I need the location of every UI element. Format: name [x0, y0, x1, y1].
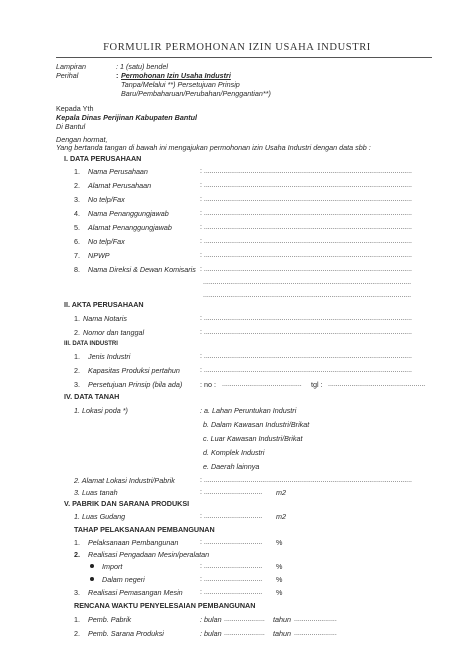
field-bulan-pabrik[interactable]: .....................	[224, 616, 265, 623]
tahap-heading: TAHAP PELAKSANAAN PEMBANGUNAN	[74, 525, 215, 534]
field-direksi-3[interactable]: ...........................................................................................................	[203, 292, 412, 299]
field-nomor-tanggal[interactable]: : ...........................................................................................................	[200, 329, 412, 336]
s1-item-label: No telp/Fax	[88, 237, 125, 246]
s1-item-label: Alamat Perusahaan	[88, 181, 152, 190]
s1-item-num: 8.	[74, 265, 80, 274]
section-3-heading: III. DATA INDUSTRI	[64, 341, 118, 347]
lokasi-option-d[interactable]: d. Komplek Industri	[203, 448, 265, 457]
field-nama-penanggungjawab[interactable]: : ...........................................................................................................	[200, 210, 412, 217]
s1-item-num: 2.	[74, 181, 80, 190]
rencana-item-label: Pemb. Pabrik	[88, 615, 132, 624]
luas-tanah-label: 3. Luas tanah	[74, 488, 118, 497]
tahap-item-num: 2.	[74, 550, 80, 559]
s1-item-label: No telp/Fax	[88, 195, 125, 204]
lokasi-option-b[interactable]: b. Dalam Kawasan Industri/Brikat	[203, 420, 310, 429]
field-nama-perusahaan[interactable]: : ...........................................................................................................	[200, 168, 412, 175]
lampiran-label: Lampiran	[56, 62, 86, 71]
rencana-item-label: Pemb. Sarana Produksi	[88, 629, 164, 638]
s1-item-label: Nama Direksi & Dewan Komisaris	[88, 265, 196, 274]
alamat-lokasi-label: 2. Alamat Lokasi Industri/Pabrik	[74, 476, 175, 485]
s3-item-label: Jenis Industri	[88, 352, 131, 361]
perihal-line2: Tanpa/Melalui **) Persetujuan Prinsip	[121, 80, 240, 89]
s1-item-num: 1.	[74, 167, 80, 176]
field-import[interactable]: : ..............................	[200, 563, 263, 570]
field-pelaksanaan[interactable]: : ..............................	[200, 539, 263, 546]
tahap-item-num: 1.	[74, 538, 80, 547]
tahap-item-num: 3.	[74, 588, 80, 597]
field-direksi-2[interactable]: ...........................................................................................................	[203, 279, 412, 286]
address-place: Di Bantul	[56, 122, 86, 131]
tahap-item-label: Realisasi Pengadaan Mesin/peralatan	[88, 550, 210, 559]
tahun-label: tahun	[273, 629, 291, 638]
s1-item-num: 7.	[74, 251, 80, 260]
bulan-label: : bulan	[200, 615, 222, 624]
s1-item-num: 4.	[74, 209, 80, 218]
field-npwp[interactable]: : ...........................................................................................................	[200, 252, 412, 259]
s3-item-label: Persetujuan Prinsip (bila ada)	[88, 380, 183, 389]
lokasi-option-c[interactable]: c. Luar Kawasan Industri/Brikat	[203, 434, 303, 443]
field-pemasangan[interactable]: : ..............................	[200, 589, 263, 596]
sub-item-import: Import	[102, 562, 123, 571]
lokasi-label: 1. Lokasi poda *)	[74, 406, 128, 415]
s1-item-label: Nama Penanggungjawab	[88, 209, 169, 218]
field-alamat-lokasi[interactable]: : ...........................................................................................................	[200, 477, 412, 484]
s1-item-num: 3.	[74, 195, 80, 204]
s2-item-label: Nama Notaris	[83, 314, 127, 323]
lokasi-option-e[interactable]: e. Daerah lainnya	[203, 462, 260, 471]
rencana-item-num: 1.	[74, 615, 80, 624]
field-bulan-sarana[interactable]: .....................	[224, 630, 265, 637]
percent-sign: %	[276, 562, 283, 571]
s1-item-label: NPWP	[88, 251, 110, 260]
sub-item-dalam-negeri: Dalam negeri	[102, 575, 145, 584]
s1-item-num: 5.	[74, 223, 80, 232]
rencana-item-num: 2.	[74, 629, 80, 638]
field-telp-penanggungjawab[interactable]: : ...........................................................................................................	[200, 238, 412, 245]
s1-item-label: Nama Perusahaan	[88, 167, 148, 176]
perihal-colon: :	[116, 71, 119, 80]
perihal-value: Permohonan Izin Usaha Industri	[121, 71, 231, 80]
field-alamat-perusahaan[interactable]: : ...........................................................................................................	[200, 182, 412, 189]
s1-item-label: Alamat Penanggungjawab	[88, 223, 172, 232]
section-5-heading: V. PABRIK DAN SARANA PRODUKSI	[64, 499, 190, 508]
s2-item-num: 2.	[74, 328, 80, 337]
bullet-icon	[90, 577, 94, 581]
persetujuan-no-label: : no :	[200, 380, 216, 389]
field-persetujuan-no[interactable]: .........................................	[222, 381, 302, 388]
percent-sign: %	[276, 538, 283, 547]
title-rule	[56, 57, 432, 58]
perihal-label: Perihal	[56, 71, 79, 80]
bullet-icon	[90, 564, 94, 568]
field-telp-perusahaan[interactable]: : ...........................................................................................................	[200, 196, 412, 203]
luas-tanah-unit: m2	[276, 488, 286, 497]
percent-sign: %	[276, 575, 283, 584]
rencana-heading: RENCANA WAKTU PENYELESAIAN PEMBANGUNAN	[74, 601, 256, 610]
field-nama-notaris[interactable]: : ...........................................................................................................	[200, 315, 412, 322]
perihal-line3: Baru/Pembaharuan/Perubahan/Penggantian**)	[121, 89, 271, 98]
persetujuan-tgl-label: tgl :	[311, 380, 323, 389]
percent-sign: %	[276, 588, 283, 597]
lokasi-option-a[interactable]: : a. Lahan Peruntukan Industri	[200, 406, 297, 415]
s3-item-label: Kapasitas Produksi pertahun	[88, 366, 180, 375]
tahap-item-label: Realisasi Pemasangan Mesin	[88, 588, 183, 597]
intro-sentence: Yang bertanda tangan di bawah ini mengajukan permohonan izin Usaha Industri dengan data sbb :	[56, 143, 371, 152]
luas-gudang-unit: m2	[276, 512, 286, 521]
field-alamat-penanggungjawab[interactable]: : ...........................................................................................................	[200, 224, 412, 231]
field-tahun-pabrik[interactable]: ......................	[294, 616, 337, 623]
address-recipient: Kepala Dinas Perijinan Kabupaten Bantul	[56, 113, 197, 122]
s3-item-num: 1.	[74, 352, 80, 361]
section-1-heading: I. DATA PERUSAHAAN	[64, 154, 142, 163]
tahun-label: tahun	[273, 615, 291, 624]
s3-item-num: 2.	[74, 366, 80, 375]
address-to: Kepada Yth	[56, 104, 94, 113]
field-luas-tanah[interactable]: : ..............................	[200, 489, 263, 496]
field-direksi-1[interactable]: : ...........................................................................................................	[200, 266, 412, 273]
bulan-label: : bulan	[200, 629, 222, 638]
s3-item-num: 3.	[74, 380, 80, 389]
field-jenis-industri[interactable]: : ...........................................................................................................	[200, 353, 412, 360]
lampiran-value: : 1 (satu) bendel	[116, 62, 168, 71]
form-title: FORMULIR PERMOHONAN IZIN USAHA INDUSTRI	[103, 42, 371, 53]
field-luas-gudang[interactable]: : ..............................	[200, 513, 263, 520]
s2-item-label: Nomor dan tanggal	[83, 328, 145, 337]
luas-gudang-label: 1. Luas Gudang	[74, 512, 126, 521]
section-2-heading: II. AKTA PERUSAHAAN	[64, 300, 144, 309]
section-4-heading: IV. DATA TANAH	[64, 392, 120, 401]
tahap-item-label: Pelaksanaan Pembangunan	[88, 538, 179, 547]
field-dalam-negeri[interactable]: : ..............................	[200, 576, 263, 583]
field-persetujuan-tgl[interactable]: ..................................................	[328, 381, 426, 388]
field-tahun-sarana[interactable]: ......................	[294, 630, 337, 637]
s1-item-num: 6.	[74, 237, 80, 246]
field-kapasitas[interactable]: : ...........................................................................................................	[200, 367, 412, 374]
greeting: Dengan hormat,	[56, 135, 108, 144]
s2-item-num: 1.	[74, 314, 80, 323]
